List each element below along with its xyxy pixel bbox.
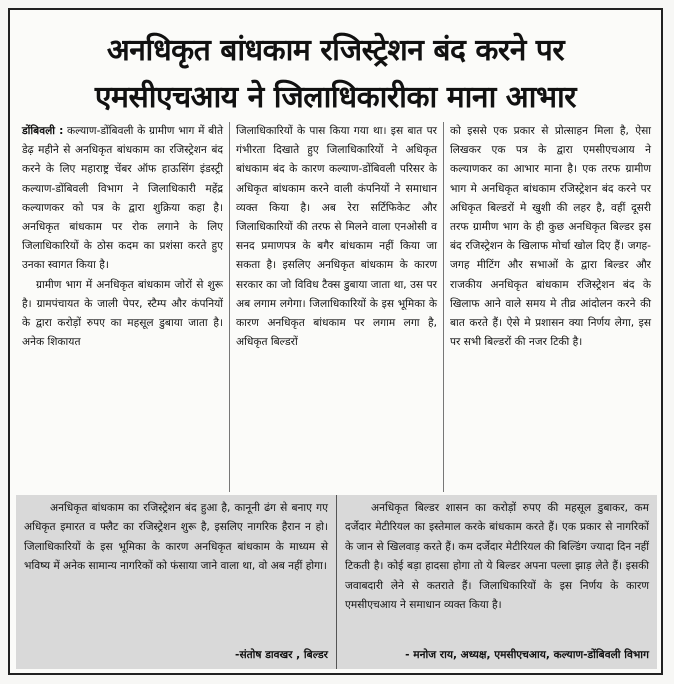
article-body [16, 122, 657, 492]
quote-text: अनधिकृत बांधकाम का रजिस्ट्रेशन बंद हुआ है, कानूनी ढंग से बनाए गए अधिकृत इमारत व फ्लैट का रजिस्ट्रेशन शुरू है, इसलिए नागरिक हैरान न हो। जिलाधिकारियों के इस भूमिका के कारण अनधिकृत बांधकाम के माध्यम से भविष्य में अनेक सामान्य नागरिकों को फंसाया जाने वाला था, वो अब नहीं होगा। [24, 502, 328, 573]
quote-signature: -संतोष डावखर , बिल्डर [235, 648, 328, 661]
dateline: डोंबिवली : [22, 125, 64, 137]
article-column-2 [229, 122, 443, 492]
headline-line-1: अनधिकृत बांधकाम रजिस्ट्रेशन बंद करने पर [106, 33, 565, 68]
quote-signature: - मनोज राय, अध्यक्ष, एमसीएचआय, कल्याण-डोंबिवली विभाग [405, 648, 649, 661]
paragraph: ग्रामीण भाग में अनधिकृत बांधकाम जोरों से शुरू है। ग्रामपंचायत के जाली पेपर, स्टैम्प और कंपनियों के द्वारा करोड़ों रुपए का महसूल डुबाया जाता है। अनेक शिकायत [22, 278, 223, 349]
article-column-3 [443, 122, 657, 492]
paragraph: जिलाधिकारियों के पास किया गया था। इस बात पर गंभीरता दिखाते हुए जिलाधिकारियों ने अधिकृत बांधकाम बंद के कारण कल्याण-डोंबिवली परिसर के अधिकृत बांधकाम करने वाली कंपनियों ने समाधान व्यक्त किया है। अब रेरा सर्टिफिकेट और जिलाधिकारियों की तरफ से मिलने वाला एनओसी व सनद प्रमाणपत्र के बगैर बांधकाम नहीं किया जा सकता है। इसलिए अनधिकृत बांधकाम के कारण सरकार का जो विविध टैक्स डुबाया जाता था, उस पर अब लगाम लगेगा। जिलाधिकारियों के इस भूमिका के कारण अनधिकृत बांधकाम पर लगाम लगा है, अधिकृत बिल्डरों [236, 125, 437, 349]
paragraph-text: कल्याण-डोंबिवली के ग्रामीण भाग में बीते डेढ़ महीने से अनधिकृत बांधकाम का रजिस्ट्रेशन बंद करने के लिए महाराष्ट्र चेंबर ऑफ हाऊसिंग इंडस्ट्री कल्याण-डोंबिवली विभाग ने जिलाधिकारी महेंद्र कल्याणकर को पत्र के द्वारा शुक्रिया कहा है। अनधिकृत बांधकाम पर रोक लगाने के लिए जिलाधिकारियों के ठोस कदम का प्रशंसा करते हुए उनका स्वागत किया है। [22, 125, 223, 272]
quote-text: अनधिकृत बिल्डर शासन का करोड़ों रुपए की महसूल डुबाकर, कम दर्जेदार मेटीरियल का इस्तेमाल करके बांधकाम करते हैं। एक प्रकार से नागरिकों के जान से खिलवाड़ करते हैं। कम दर्जेदार मेटीरियल की बिल्डिंग ज्यादा दिन नहीं टिकती है। कोई बड़ा हादसा होगा तो ये बिल्डर अपना पल्ला झाड़ लेते हैं। इसकी जवाबदारी लेने से कतराते हैं। जिलाधिकारियों के इस निर्णय के कारण एमसीएचआय ने समाधान व्यक्त किया है। [345, 502, 649, 612]
quote-box-right [336, 495, 657, 669]
paragraph [22, 122, 223, 276]
quote-box-left [16, 495, 336, 669]
article-frame [8, 8, 663, 675]
quote-boxes [16, 495, 657, 669]
paragraph: को इससे एक प्रकार से प्रोत्साहन मिला है, ऐसा लिखकर एक पत्र के द्वारा एमसीएचआय ने कल्याणकर का आभार माना है। एक तरफ ग्रामीण भाग मे अनधिकृत बांधकाम रजिस्ट्रेशन बंद करने पर अधिकृत बिल्डरों मे खुशी की लहर है, वहीं दूसरी तरफ ग्रामीण भाग के ही कुछ अनधिकृत बिल्डर इस बंद रजिस्ट्रेशन के खिलाफ मोर्चा खोल दिए हैं। जगह-जगह मीटिंग और सभाओं के द्वारा बिल्डर और राजकीय अनधिकृत बांधकाम रजिस्ट्रेशन बंद के खिलाफ आने वाले समय मे तीव्र आंदोलन करने की बात करते हैं। ऐसे मे प्रशासन क्या निर्णय लेगा, इस पर सभी बिल्डरों की नजर टिकी है। [450, 125, 651, 349]
headline-line-2: एमसीएचआय ने जिलाधिकारीका माना आभार [94, 80, 577, 115]
article-column-1 [16, 122, 229, 492]
